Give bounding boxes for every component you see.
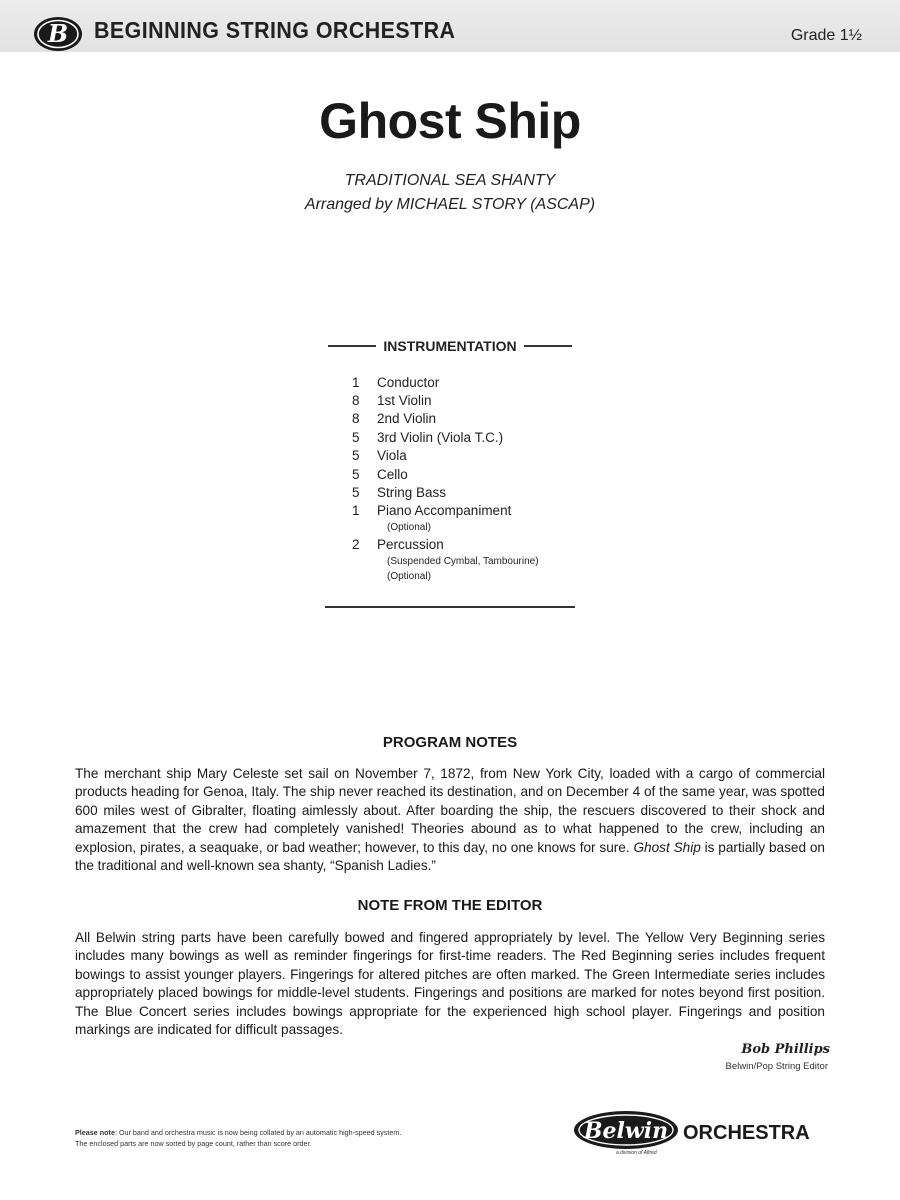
instrument-note: (Suspended Cymbal, Tambourine)	[387, 555, 539, 567]
instrumentation-list	[352, 373, 612, 584]
instrument-row	[352, 391, 612, 409]
svg-text:B: B	[47, 19, 69, 48]
instrumentation-heading	[325, 336, 575, 356]
instrument-row	[352, 502, 612, 520]
editor-note-heading: NOTE FROM THE EDITOR	[357, 897, 543, 914]
brand-script: Belwin	[583, 1118, 669, 1144]
instrument-row	[352, 465, 612, 483]
origin-credit: TRADITIONAL SEA SHANTY	[344, 172, 556, 189]
heading-rule-right	[524, 345, 572, 347]
instrument-qty: 8	[352, 393, 360, 409]
footer-note-text: : Our band and orchestra music is now being collated by an automatic high-speed system.	[114, 1128, 402, 1137]
instrument-name: 1st Violin	[377, 393, 432, 409]
instrument-name: Viola	[377, 448, 407, 464]
editor-note-text: All Belwin string parts have been carefully bowed and fingered appropriately by level. The Yellow Very Beginning series includes many bowings as well as reminder fingerings for first-time readers. The Red Beginning series includes frequent bowings to assist younger players. Fingerings for altered pitches are often marked. The Green Intermediate series includes appropriately placed bowings for middle-level students. Fingerings and positions are marked for notes beyond first position. The Blue Concert series includes bowings appropriate for the experienced high school player. Fingerings and position markings are indicated for difficult passages.	[75, 930, 825, 1038]
instrument-qty: 1	[352, 374, 360, 390]
instrument-qty: 5	[352, 429, 360, 445]
brand-word: ORCHESTRA	[683, 1122, 810, 1144]
instrument-qty: 5	[352, 485, 360, 501]
instrument-name: Cello	[377, 466, 408, 482]
instrumentation-heading-text: INSTRUMENTATION	[383, 338, 517, 354]
instrument-name: Percussion	[377, 536, 444, 552]
instrument-qty: 8	[352, 411, 360, 427]
instrument-name: 3rd Violin (Viola T.C.)	[377, 429, 504, 445]
instrument-row	[352, 428, 612, 446]
brand-tagline: a division of Alfred	[616, 1150, 657, 1156]
piece-title: Ghost Ship	[319, 93, 581, 149]
instrument-note: (Optional)	[387, 522, 431, 534]
footer-note	[75, 1127, 515, 1149]
credits	[0, 169, 900, 217]
heading-rule-left	[328, 345, 376, 347]
instrument-name: 2nd Violin	[377, 411, 437, 427]
instrument-note: (Optional)	[387, 570, 431, 582]
editor-signature: Bob Phillips	[741, 1042, 830, 1057]
program-notes-body: The merchant ship Mary Celeste set sail on November 7, 1872, from New York City, loaded with a cargo of commercial products heading for Genoa, Italy. The ship never reached its destination, and on December 4 of the same year, was spotted 600 miles west of Gibralter, floating aimlessly about. After boarding the ship, the rescuers discovered to their shock and amazement that the crew had completely vanished! Theories abound as to what happened to the crew, including an explosion, pirates, a seaquake, or bad weather; however, to this day, no one knows for sure.	[75, 766, 825, 855]
instrument-qty: 2	[352, 536, 360, 552]
program-notes-text	[75, 765, 825, 875]
footer-note-label: Please note	[75, 1128, 115, 1137]
belwin-b-icon	[32, 14, 84, 54]
belwin-orchestra-logo	[572, 1108, 828, 1156]
instrument-qty: 1	[352, 503, 360, 519]
instrument-row	[352, 373, 612, 391]
instrument-name: String Bass	[377, 485, 447, 501]
instrument-name: Conductor	[377, 374, 440, 390]
signature-caption: Belwin/Pop String Editor	[725, 1061, 828, 1072]
instrumentation-bottom-rule	[325, 606, 575, 608]
instrument-qty: 5	[352, 466, 360, 482]
program-notes-body-end: is partially based on the traditional and well-known sea shanty, “Spanish Ladies.”	[75, 839, 825, 874]
program-notes-title-ref: Ghost Ship	[633, 839, 701, 855]
instrument-name: Piano Accompaniment	[377, 503, 512, 519]
instrument-qty: 5	[352, 448, 360, 464]
program-notes-heading: PROGRAM NOTES	[382, 734, 518, 751]
instrument-row	[352, 535, 612, 553]
grade-label: Grade 1½	[790, 27, 862, 44]
arranger-credit: Arranged by MICHAEL STORY (ASCAP)	[304, 196, 596, 213]
footer-note-text-2: The enclosed parts are now sorted by page count, rather than score order.	[75, 1139, 312, 1148]
instrument-row	[352, 410, 612, 428]
instrument-row	[352, 447, 612, 465]
series-title: BEGINNING STRING ORCHESTRA	[94, 17, 456, 43]
instrument-row	[352, 483, 612, 501]
